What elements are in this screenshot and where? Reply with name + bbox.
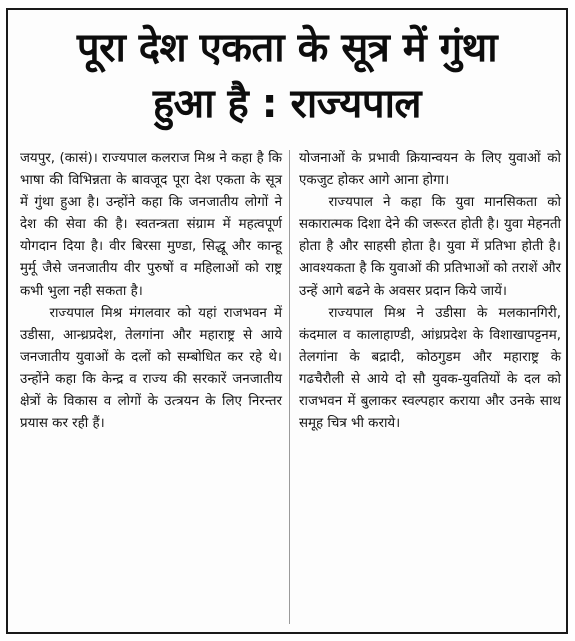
right-column bbox=[299, 148, 561, 435]
paragraph-5: राज्यपाल मिश्र ने उडीसा के मलकानगिरी, कंदमाल व कालाहाण्डी, आंध्रप्रदेश के विशाखापट्टनम, तेलगांना के बद्रादी, कोठगुडम और महाराष्ट्र के गढचैरौली से आये दो सौ युवक-युवतियों के दल को राजभवन में बुलाकर स्वल्पहार कराया और उनके साथ समूह चित्र भी कराये। bbox=[299, 305, 561, 432]
headline bbox=[8, 20, 566, 132]
paragraph-1: जयपुर, (कासं)। राज्यपाल कलराज मिश्र ने कहा है कि भाषा की विभिन्नता के बावजूद पूरा देश एकता के सूत्र में गुंथा हुआ है। उन्होंने कहा कि जनजातीय लोगों ने देश की सेवा की है। स्वतन्त्रता संग्राम में महत्वपूर्ण योगदान दिया है। वीर बिरसा मुण्डा, सिद्धू और कान्हू मुर्मू जैसे जनजातीय वीर पुरुषों व महिलाओं को राष्ट्र कभी भुला नही सकता है। bbox=[20, 151, 282, 299]
headline-line-1: पूरा देश एकता के सूत्र में गुंथा bbox=[76, 25, 498, 71]
left-column bbox=[20, 148, 282, 435]
newspaper-clipping bbox=[6, 8, 568, 634]
paragraph-4: राज्यपाल ने कहा कि युवा मानसिकता को सकारात्मक दिशा देने की जरूरत होती है। युवा मेहनती होता है और साहसी होता है। युवा में प्रतिभा होती है। आवश्यकता है कि युवाओं की प्रतिभाओं को तराशें और उन्हें आगे बढने के अवसर प्रदान किये जायें। bbox=[299, 195, 561, 299]
column-divider bbox=[289, 150, 290, 624]
headline-line-2: हुआ है : राज्यपाल bbox=[152, 81, 422, 127]
paragraph-3: योजनाओं के प्रभावी क्रियान्वयन के लिए युवाओं को एकजुट होकर आगे आना होगा। bbox=[299, 151, 561, 189]
paragraph-2: राज्यपाल मिश्र मंगलवार को यहां राजभवन में उडीसा, आन्ध्रप्रदेश, तेलगांना और महाराष्ट्र से आये जनजातीय युवाओं के दलों को सम्बोधित कर रहे थे। उन्होंने कहा कि केन्द्र व राज्य की सरकारें जनजातीय क्षेत्रों के विकास व लोगों के उत्त्रयन के लिए निरन्तर प्रयास कर रही हैं। bbox=[20, 305, 282, 432]
